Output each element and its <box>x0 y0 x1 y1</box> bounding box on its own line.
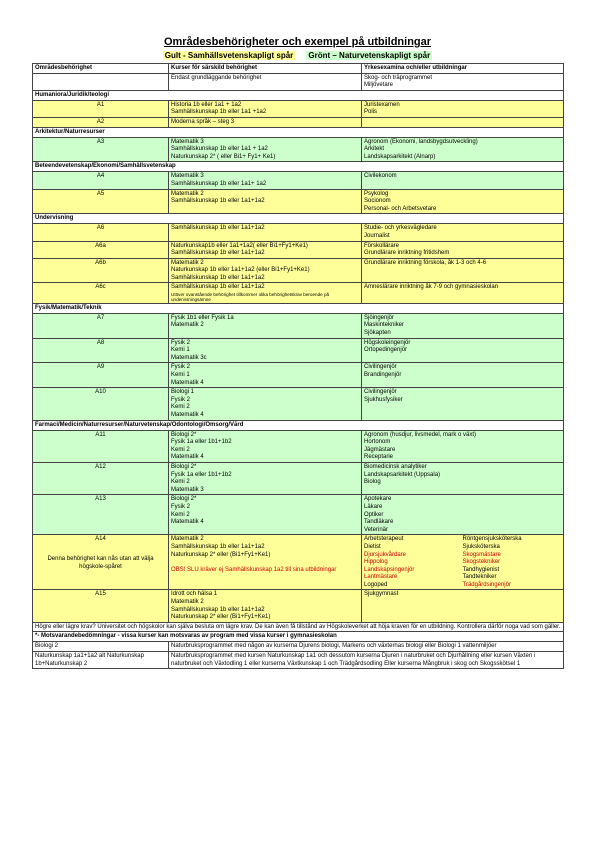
program-examples <box>362 224 564 241</box>
course-line: Kemi 1 <box>171 372 190 379</box>
program-line: Grundlärare inriktning förskola, åk 1-3 och 4-6 <box>364 259 487 266</box>
area-code-label: A12 <box>95 463 106 470</box>
program-line: Sjuksköterska <box>462 543 500 550</box>
program-line: Läkare <box>364 503 383 510</box>
section-row <box>33 214 564 224</box>
course-line: Samhällskunskap 1b eller 1a1+1a2 <box>171 606 265 613</box>
equivalence-description: Naturbruksprogrammet med någon av kurserna Djurens biologi, Markens och växternas biologi eller Biologi 1 vattenmiljöer <box>169 642 564 652</box>
area-code-label: A1 <box>96 101 105 108</box>
course-requirements <box>169 388 362 420</box>
program-line: Arkitekt <box>364 146 385 153</box>
higher-lower-note: Högre eller lägre krav? Universitet och högskolor kan själva besluta om lägre krav. De kan även få tillstånd av Högskoleverket att höja kraven för en utbildning. Kontrollera därför noga vad som gäller. <box>33 622 564 632</box>
course-line: Samhällskunskap 1b eller 1a1+ 1a2 <box>171 180 267 187</box>
program-line: Personal- och Arbetsvetare <box>364 205 437 212</box>
program-line: Ortopedingenjör <box>364 347 408 354</box>
area-code-label: A2 <box>96 118 105 125</box>
course-line: Samhällskunskap 1b eller 1a1+1a2 <box>171 543 265 550</box>
program-column-right <box>463 536 562 589</box>
slu-note: OBS! SLU kräver ej Samhällskunskap 1a2 till sina utbildningar <box>171 566 337 573</box>
program-line: Arbetsterapeut <box>364 536 404 543</box>
program-line: Skogstekniker <box>462 559 501 566</box>
program-examples <box>362 430 564 462</box>
area-code-label: A6c <box>95 284 106 291</box>
program-line: Civilingenjör <box>364 364 397 371</box>
area-code <box>33 224 169 241</box>
area-code-label: A6 <box>96 225 105 232</box>
course-line: Naturkunskap 1b eller 1a1+1a2 (eller Bi1+Fy1+Ke1) <box>171 267 310 274</box>
program-line: Polis <box>364 109 378 116</box>
area-code <box>33 338 169 363</box>
area-note: Denna behörighet kan nås utan att välja högskole-spåret <box>47 555 154 570</box>
program-examples <box>362 283 564 303</box>
program-line: Landskapsarkitekt (Alnarp) <box>364 153 436 160</box>
header-courses: Kurser för särskild behörighet <box>169 64 362 74</box>
program-examples <box>362 535 564 590</box>
course-line: Matematik 3 <box>171 138 204 145</box>
area-code-label: A13 <box>95 496 106 503</box>
area-code-label: A11 <box>95 431 106 438</box>
course-line: Fysik 2 <box>171 396 191 403</box>
program-line: Juristexamen <box>364 101 400 108</box>
course-line: Matematik 4 <box>171 412 204 418</box>
course-line: Kemi 2 <box>171 446 190 453</box>
legend-yellow: Gult - Samhällsvetenskapligt spår <box>164 51 294 60</box>
program-line: Tandläkare <box>364 519 394 526</box>
program-column-left <box>364 536 463 589</box>
program-line: Psykolog <box>364 190 389 197</box>
program-line: Sjukgymnast <box>364 591 399 598</box>
note-row <box>33 622 564 632</box>
table-row <box>33 258 564 283</box>
course-line: Matematik 4 <box>171 454 204 461</box>
table-row <box>33 495 564 535</box>
course-footnote: Utöver ovanstående behörighet tillkommer olika behörighetskrav beroende på undervisningsämne <box>171 292 330 303</box>
program-line: Högskoleingenjör <box>364 339 411 346</box>
course-line: Samhällskunskap 1b eller 1a1+1a2 <box>171 225 265 232</box>
program-line: Djursjukvårdare <box>364 551 407 558</box>
table-row <box>33 388 564 420</box>
course-line: Historia 1b eller 1a1 + 1a2 <box>171 101 242 108</box>
course-line: Matematik 2 <box>171 599 204 606</box>
section-row <box>33 162 564 172</box>
course-requirements <box>169 495 362 535</box>
program-line: Veterinär <box>364 526 389 533</box>
section-row <box>33 127 564 137</box>
program-line: Hippolog <box>364 559 388 566</box>
area-code <box>33 462 169 494</box>
section-row <box>33 303 564 313</box>
program-line: Biolog <box>364 479 381 486</box>
course-line: Samhällskunskap 1b eller 1a1 +1a2 <box>171 109 267 116</box>
header-programs: Yrkesexamina och/eller utbildningar <box>362 64 564 74</box>
program-line: Agronom (husdjur, livsmedel, mark o växt) <box>364 431 477 438</box>
section-heading: Farmaci/Medicin/Naturresurser/Naturvetenskap/Odontologi/Omsorg/Vård <box>33 420 564 430</box>
course-line: Fysik 2 <box>171 364 191 371</box>
equivalence-course: Biologi 2 <box>33 642 169 652</box>
table-row <box>33 224 564 241</box>
area-code-label: A14 <box>95 536 106 543</box>
program-line: Tandtekniker <box>462 574 497 581</box>
area-code-label: A10 <box>95 389 106 396</box>
course-line: Endast grundläggande behörighet <box>171 74 262 81</box>
program-examples <box>362 172 564 189</box>
table-row <box>33 137 564 162</box>
program-examples <box>362 388 564 420</box>
program-line: Maskintekniker <box>364 322 405 329</box>
course-line: Fysik 2 <box>171 339 191 346</box>
course-requirements <box>169 430 362 462</box>
program-line: Optiker <box>364 511 384 518</box>
note-row <box>33 632 564 642</box>
program-line: Sjökapten <box>364 330 391 337</box>
program-line: Landskapsingenjör <box>364 566 415 573</box>
area-code-label: A9 <box>96 364 105 371</box>
area-code-label: A7 <box>96 314 105 321</box>
course-line: Matematik 3 <box>171 486 204 493</box>
course-line: Kemi 2 <box>171 511 190 518</box>
course-line: Kemi 1 <box>171 347 190 354</box>
table-row <box>33 338 564 363</box>
course-line: Samhällskunskap 1b eller 1a1+1a2 <box>171 250 265 257</box>
course-requirements <box>169 117 362 127</box>
course-requirements <box>169 172 362 189</box>
course-line: Fysik 2 <box>171 503 191 510</box>
program-examples <box>362 241 564 258</box>
program-examples <box>362 137 564 162</box>
course-line: Naturkunskap 2* eller (Bi1+Fy1+Ke1) <box>171 551 271 558</box>
area-code <box>33 590 169 622</box>
program-line: Ämneslärare inriktning åk 7-9 och gymnasieskolan <box>364 284 499 291</box>
area-code <box>33 100 169 117</box>
area-code <box>33 535 169 590</box>
program-line: Socionom <box>364 198 391 205</box>
course-line: Naturkunskap 2* ( eller Bi1+ Fy1+ Ke1) <box>171 153 276 160</box>
equivalence-row <box>33 652 564 669</box>
course-line: Matematik 2 <box>171 536 204 543</box>
table-row <box>33 100 564 117</box>
course-line: Matematik 2 <box>171 322 204 329</box>
course-requirements <box>169 338 362 363</box>
course-line: Fysik 1b1 eller Fysik 1a <box>171 314 234 321</box>
program-line: Miljövetare <box>364 82 394 89</box>
program-line: Apotekare <box>364 496 392 503</box>
area-code-label: A5 <box>96 190 105 197</box>
table-header-row <box>33 64 564 74</box>
program-examples <box>362 73 564 90</box>
program-line: Journalist <box>364 232 390 239</box>
course-line: Biologi 2* <box>171 431 197 438</box>
course-line: Matematik 3c <box>171 354 207 361</box>
section-row <box>33 90 564 100</box>
course-line: Biologi 1 <box>171 389 195 396</box>
program-examples <box>362 313 564 338</box>
course-requirements <box>169 224 362 241</box>
section-heading: Beteendevetenskap/Ekonomi/Samhällsvetenskap <box>33 162 564 172</box>
section-heading: Arkitektur/Naturresurser <box>33 127 564 137</box>
course-line: Naturkunskap1b eller 1a1+1a2( eller Bi1+Fy1+Ke1) <box>171 242 308 249</box>
course-line: Samhällskunskap 1b eller 1a1+1a2 <box>171 274 265 281</box>
program-line: Landskapsarkitekt (Uppsala) <box>364 471 441 478</box>
area-code <box>33 189 169 214</box>
section-row <box>33 420 564 430</box>
program-line: Skog- och träprogrammet <box>364 74 433 81</box>
course-line: Naturkunskap 2* eller (Bi1+Fy1+Ke1) <box>171 614 271 621</box>
program-examples <box>362 117 564 127</box>
equivalence-course: Naturkunskap 1a1+1a2 alt Naturkunskap 1b+Naturkunskap 2 <box>33 652 169 669</box>
table-row <box>33 172 564 189</box>
section-heading: Fysik/Matematik/Teknik <box>33 303 564 313</box>
course-line: Matematik 4 <box>171 379 204 386</box>
course-requirements <box>169 73 362 90</box>
equivalence-note: *- Motsvarandebedömningar - vissa kurser kan motsvaras av program med vissa kurser i gymnasieskolan <box>33 632 564 642</box>
equivalence-row <box>33 642 564 652</box>
program-examples <box>362 363 564 388</box>
table-row <box>33 430 564 462</box>
program-line: Tandhygienist <box>462 566 500 573</box>
program-line: Brandingenjör <box>364 372 402 379</box>
table-row <box>33 117 564 127</box>
program-line: Förskollärare <box>364 242 400 249</box>
table-row <box>33 535 564 590</box>
program-line: Agronom (Ekonomi, landsbygdsutveckling) <box>364 138 478 145</box>
course-line: Fysik 1a eller 1b1+1b2 <box>171 439 232 446</box>
area-code <box>33 363 169 388</box>
program-line: Dietist <box>364 543 381 550</box>
program-line: Röntgensjuksköterska <box>462 536 522 543</box>
area-code-label: A8 <box>96 339 105 346</box>
program-examples <box>362 258 564 283</box>
table-row <box>33 363 564 388</box>
program-line: Trädgårdsingenjör <box>462 581 511 588</box>
section-heading: Undervisning <box>33 214 564 224</box>
program-line: Jägmästare <box>364 446 396 453</box>
table-row <box>33 189 564 214</box>
course-line: Biologi 2* <box>171 463 197 470</box>
program-line: Receptarie <box>364 454 394 461</box>
course-requirements <box>169 258 362 283</box>
course-requirements <box>169 535 362 590</box>
program-line: Civilekonom <box>364 173 397 180</box>
area-code <box>33 172 169 189</box>
area-code-label: A6b <box>95 259 106 266</box>
program-line: Skogsmästare <box>462 551 501 558</box>
area-code-label: A4 <box>96 173 105 180</box>
program-line: Grundlärare inriktning fritidshem <box>364 250 450 257</box>
program-examples <box>362 338 564 363</box>
course-requirements <box>169 283 362 303</box>
course-line: Matematik 3 <box>171 173 204 180</box>
course-line: Kemi 2 <box>171 404 190 411</box>
page-title: Områdesbehörigheter och exempel på utbildningar <box>163 36 432 48</box>
table-row <box>33 241 564 258</box>
course-requirements <box>169 313 362 338</box>
program-examples <box>362 189 564 214</box>
program-examples <box>362 100 564 117</box>
course-requirements <box>169 462 362 494</box>
course-line: Samhällskunskap 1b eller 1a1+1a2 <box>171 284 265 291</box>
area-code-label: A15 <box>95 591 106 598</box>
area-code <box>33 430 169 462</box>
eligibility-table <box>32 63 564 669</box>
program-line: Logoped <box>364 581 388 588</box>
program-examples <box>362 590 564 622</box>
color-legend <box>0 51 595 60</box>
program-line: Sjöingenjör <box>364 314 395 321</box>
area-code <box>33 137 169 162</box>
program-line: Studie- och yrkesvägledare <box>364 225 437 232</box>
program-line: Biomedicinsk analytiker <box>364 463 427 470</box>
course-requirements <box>169 189 362 214</box>
course-requirements <box>169 241 362 258</box>
area-code <box>33 283 169 303</box>
program-line: Hortonom <box>364 439 391 446</box>
area-code <box>33 73 169 90</box>
area-code <box>33 313 169 338</box>
area-code <box>33 388 169 420</box>
area-code <box>33 241 169 258</box>
table-row <box>33 590 564 622</box>
course-requirements <box>169 100 362 117</box>
course-requirements <box>169 590 362 622</box>
course-line: Matematik 2 <box>171 259 204 266</box>
legend-green: Grönt – Naturvetenskapligt spår <box>308 51 431 60</box>
course-line: Biologi 2* <box>171 496 197 503</box>
area-code <box>33 117 169 127</box>
equivalence-description: Naturbruksprogrammet med kursen Naturkunskap 1a1 och dessutom kurserna Djuren i naturbruket och Djurhållning eller kursen Växten i naturbruket och Växtodling 1 eller kurserna Växtkunskap 1 och Trädgårdsodling Eller kurserna Mångbruk i skog och Skogsskötsel 1 <box>169 652 564 669</box>
program-line: Civilingenjör <box>364 389 397 396</box>
area-code-label: A6a <box>95 242 106 249</box>
section-heading: Humaniora/Juridik/teologi <box>33 90 564 100</box>
course-line: Samhällskunskap 1b eller 1a1+1a2 <box>171 198 265 205</box>
table-row <box>33 462 564 494</box>
course-requirements <box>169 363 362 388</box>
course-line: Matematik 2 <box>171 190 204 197</box>
program-line: Lantmästare <box>364 574 398 581</box>
program-examples <box>362 462 564 494</box>
table-row <box>33 283 564 303</box>
course-requirements <box>169 137 362 162</box>
course-line: Fysik 1a eller 1b1+1b2 <box>171 471 232 478</box>
program-examples <box>362 495 564 535</box>
table-row <box>33 73 564 90</box>
course-line: Samhällskunskap 1b eller 1a1 + 1a2 <box>171 146 268 153</box>
course-line: Moderna språk – steg 3 <box>171 118 235 125</box>
course-line: Matematik 4 <box>171 519 204 526</box>
program-columns <box>364 536 561 589</box>
area-code <box>33 495 169 535</box>
area-code <box>33 258 169 283</box>
header-area: Områdesbehörighet <box>33 64 169 74</box>
area-code-label: A3 <box>96 138 105 145</box>
course-line: Kemi 2 <box>171 479 190 486</box>
course-line: Idrott och hälsa 1 <box>171 591 218 598</box>
program-line: Sjukhusfysiker <box>364 396 403 403</box>
table-row <box>33 313 564 338</box>
